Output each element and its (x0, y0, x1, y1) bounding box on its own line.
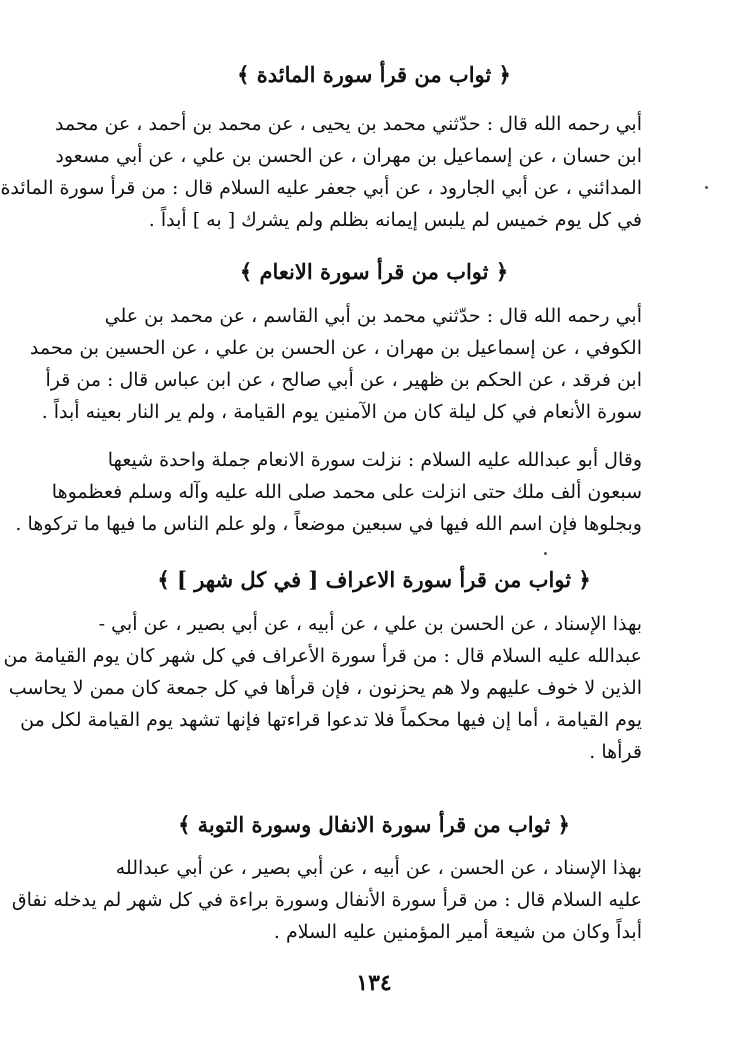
paragraph (11, 852, 642, 948)
text-line: عليه السلام قال : من قرأ سورة الأنفال وسورة براءة في كل شهر لم يدخله نفاق (11, 889, 642, 911)
text-line: سورة الأنعام في كل ليلة كان من الآمنين يوم القيامة ، ولم ير النار بعينه أبداً . (41, 401, 642, 423)
text-line: الذين لا خوف عليهم ولا هم يحزنون ، فإن قرأها في كل جمعة كان ممن لا يحاسب (8, 677, 642, 699)
text-line: وقال أبو عبدالله عليه السلام : نزلت سورة الانعام جملة واحدة شيعها (107, 449, 642, 471)
text-line: ابن فرقد ، عن الحكم بن ظهير ، عن أبي صالح ، عن ابن عباس قال : من قرأ (45, 369, 642, 391)
text-line: سبعون ألف ملك حتى انزلت على محمد صلى الله عليه وآله وسلم فعظموها (51, 481, 642, 503)
text-line: قرأها . (589, 741, 642, 763)
text-line: عبدالله عليه السلام قال : من قرأ سورة الأعراف في كل شهر كان يوم القيامة من (3, 645, 642, 667)
text-line: في كل يوم خميس لم يلبس إيمانه بظلم ولم يشرك [ به ] أبداً . (148, 209, 642, 231)
section-heading-araf: ﴿ ثواب من قرأ سورة الاعراف [ في كل شهر ] ﴾ (157, 567, 591, 592)
text-line: أبداً وكان من شيعة أمير المؤمنين عليه السلام . (273, 921, 642, 943)
section-heading-maida: ﴿ ثواب من قرأ سورة المائدة ﴾ (237, 62, 511, 87)
paragraph (29, 300, 642, 428)
text-line: المدائني ، عن أبي الجارود ، عن أبي جعفر عليه السلام قال : من قرأ سورة المائدة (0, 177, 642, 199)
scan-speck (705, 186, 708, 189)
page-number: ١٣٤ (356, 970, 392, 996)
text-line: أبي رحمه الله قال : حدّثني محمد بن يحيى ، عن محمد بن أحمد ، عن محمد (55, 113, 642, 135)
text-line: يوم القيامة ، أما إن فيها محكماً فلا تدعوا قراءتها فإنها تشهد يوم القيامة لكل من (20, 709, 642, 731)
text-line: أبي رحمه الله قال : حدّثني محمد بن أبي القاسم ، عن محمد بن علي (104, 305, 642, 327)
text-line: بهذا الإسناد ، عن الحسن ، عن أبيه ، عن أبي بصير ، عن أبي عبدالله (115, 857, 642, 879)
paragraph (3, 608, 642, 768)
section-heading-anam: ﴿ ثواب من قرأ سورة الانعام ﴾ (239, 259, 509, 284)
section-heading-anfal-tawba: ﴿ ثواب من قرأ سورة الانفال وسورة التوبة ﴾ (178, 812, 570, 837)
scan-speck (544, 552, 547, 555)
paragraph (0, 108, 642, 236)
paragraph (15, 444, 642, 540)
text-line: الكوفي ، عن إسماعيل بن مهران ، عن الحسن بن علي ، عن الحسين بن محمد (29, 337, 642, 359)
text-line: وبجلوها فإن اسم الله فيها في سبعين موضعاً ، ولو علم الناس ما فيها ما تركوها . (15, 513, 642, 535)
text-line: ابن حسان ، عن إسماعيل بن مهران ، عن الحسن بن علي ، عن أبي مسعود (55, 145, 642, 167)
text-line: بهذا الإسناد ، عن الحسن بن علي ، عن أبيه ، عن أبي بصير ، عن أبي - (98, 613, 642, 635)
